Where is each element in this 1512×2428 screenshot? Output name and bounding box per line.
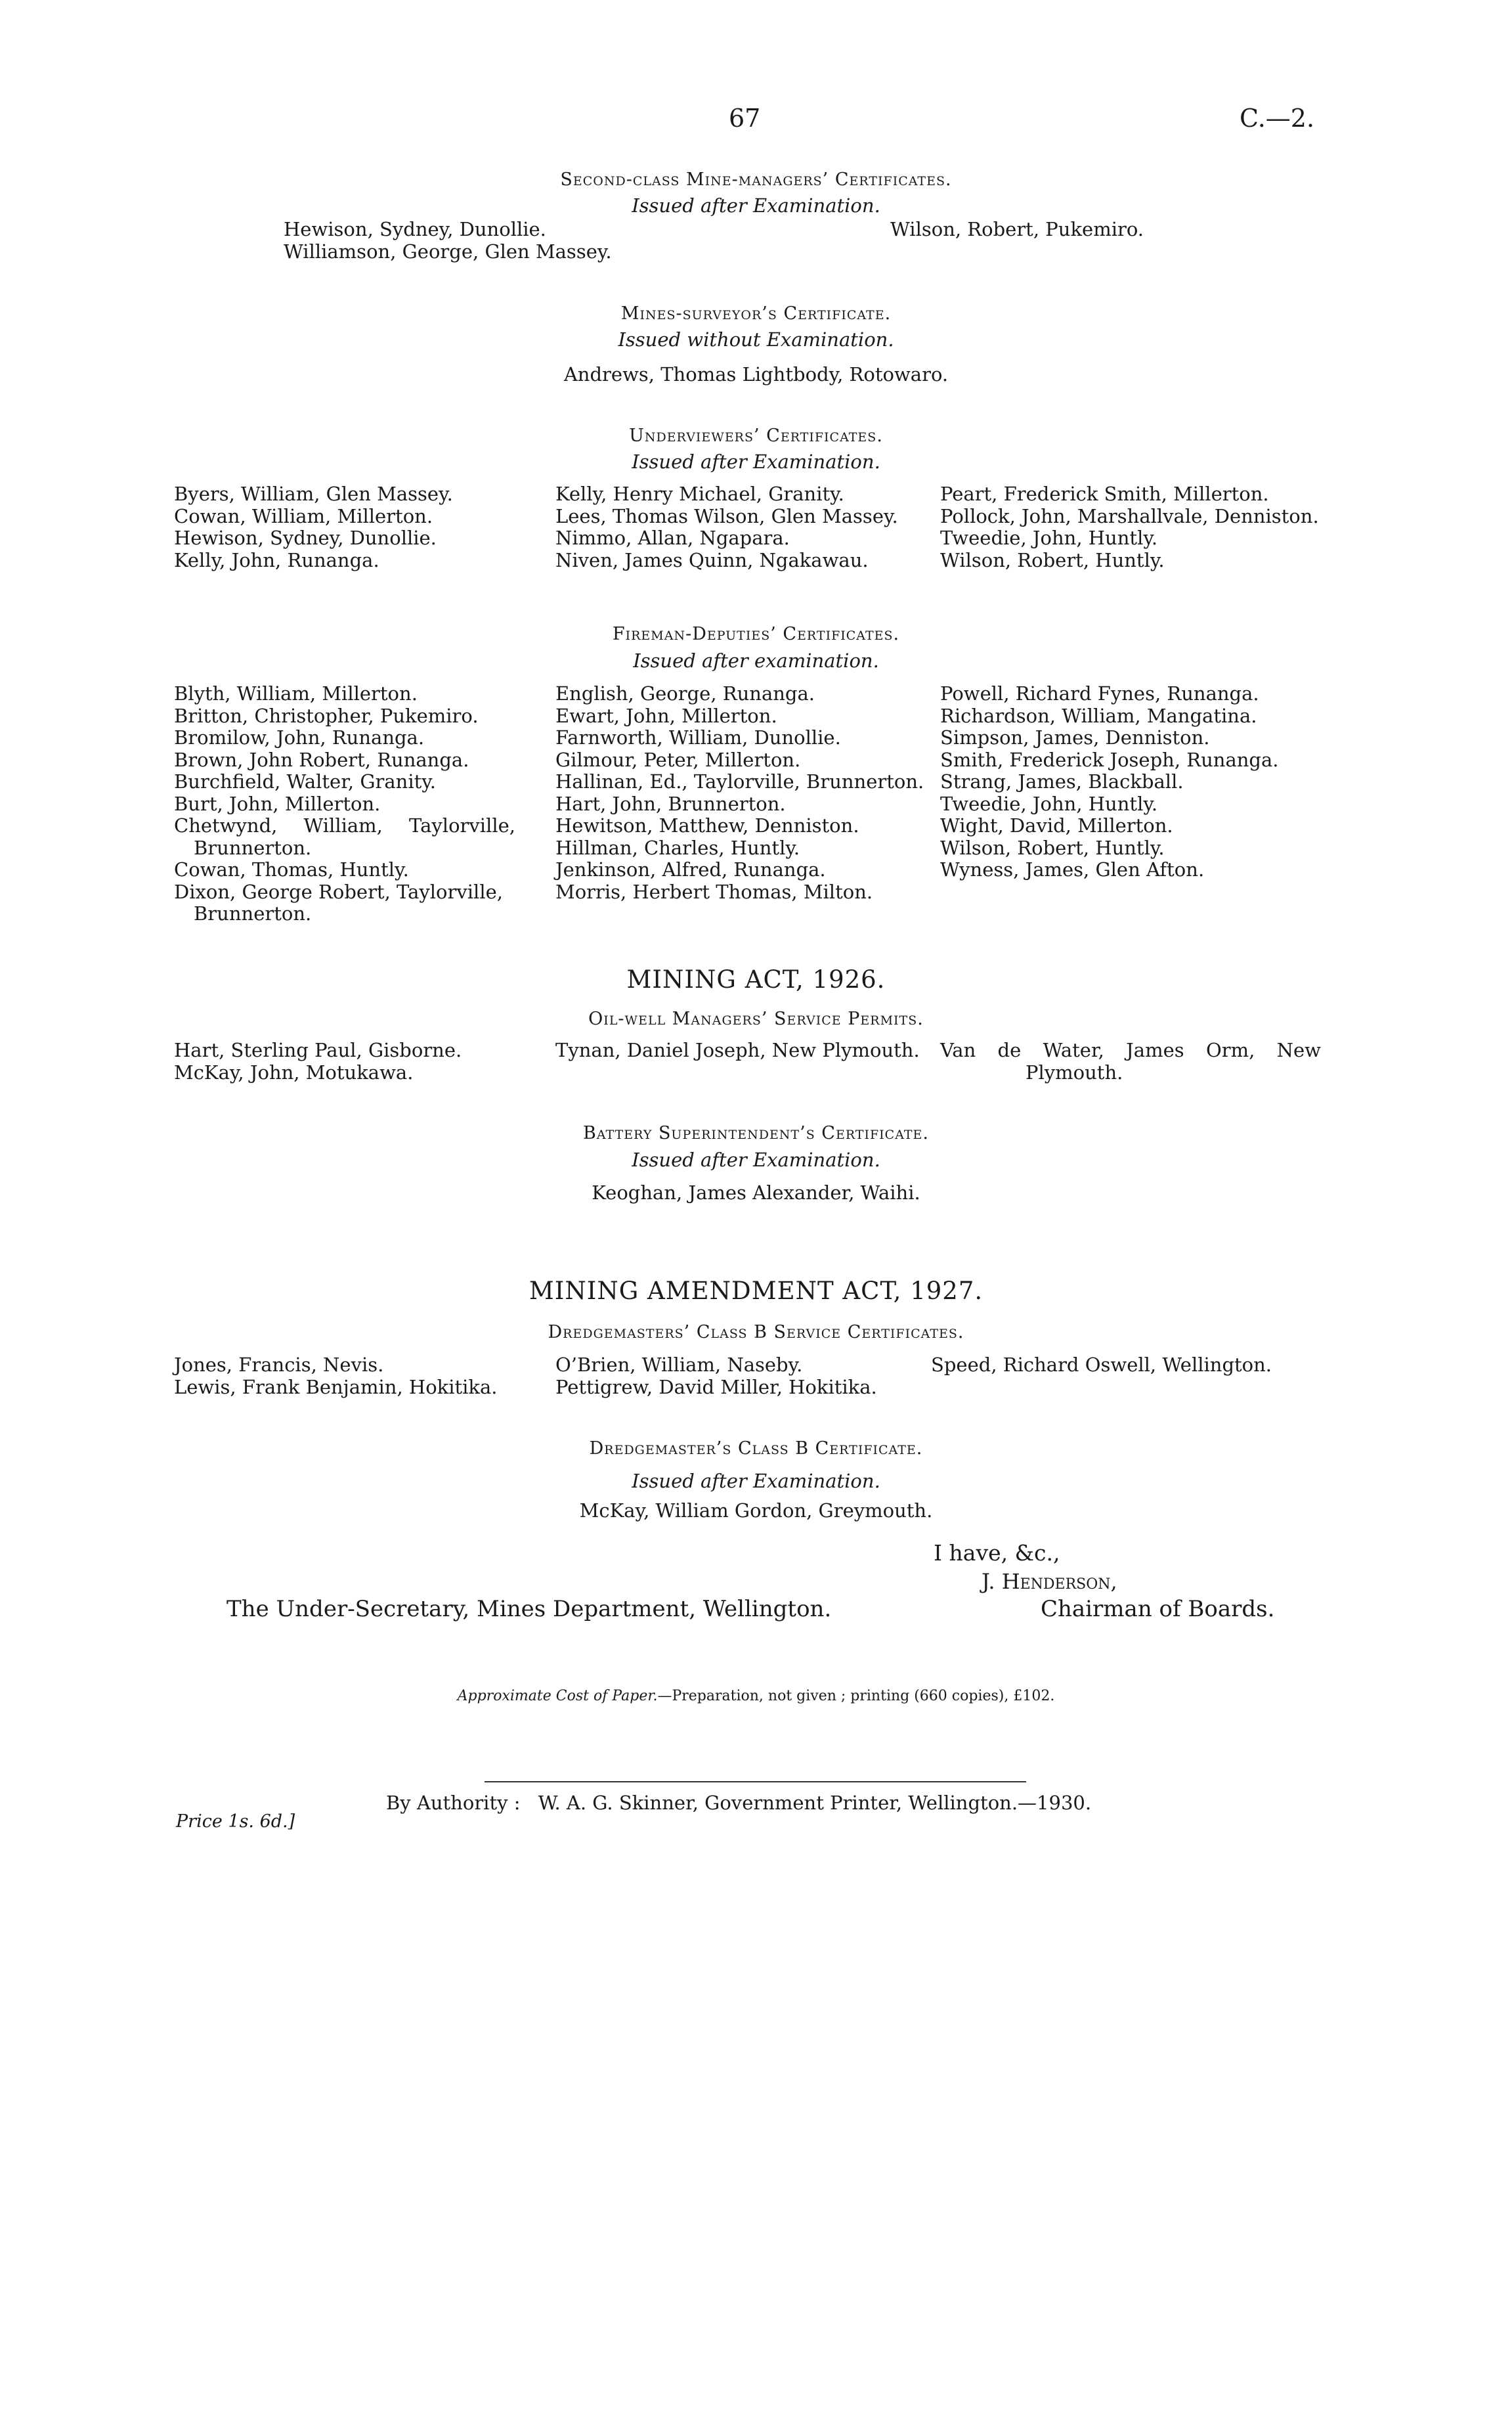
fireman-column-3 xyxy=(940,683,1279,881)
list-item: Pettigrew, David Miller, Hokitika. xyxy=(555,1375,877,1398)
second-class-heading: Second-class Mine-managers’ Certificates. xyxy=(560,169,952,190)
list-item: Chetwynd, William, Taylorville, xyxy=(174,814,515,837)
dredgemasters-heading: Dredgemasters’ Class B Service Certificates. xyxy=(548,1322,964,1342)
dredgemasters-column-3 xyxy=(931,1354,1272,1377)
list-item: Cowan, William, Millerton. xyxy=(174,504,433,527)
list-item: Hallinan, Ed., Taylorville, Brunnerton. xyxy=(555,770,924,793)
mines-surveyor-entry: Andrews, Thomas Lightbody, Rotowaro. xyxy=(563,363,949,386)
list-item: Lewis, Frank Benjamin, Hokitika. xyxy=(174,1375,498,1398)
list-item: Nimmo, Allan, Ngapara. xyxy=(555,527,790,549)
list-item: Bromilow, John, Runanga. xyxy=(174,726,425,749)
list-item: Burt, John, Millerton. xyxy=(174,792,381,815)
footer-rule xyxy=(485,1781,1026,1782)
dredgemaster-heading: Dredgemaster’s Class B Certificate. xyxy=(589,1438,923,1459)
underviewers-heading: Underviewers’ Certificates. xyxy=(629,426,883,446)
oil-well-column-1 xyxy=(174,1040,462,1084)
list-item: Gilmour, Peter, Millerton. xyxy=(555,748,801,771)
battery-entry: Keoghan, James Alexander, Waihi. xyxy=(592,1181,920,1204)
list-item: O’Brien, William, Naseby. xyxy=(555,1354,803,1376)
list-item: Tweedie, John, Huntly. xyxy=(940,792,1158,815)
list-item: Britton, Christopher, Pukemiro. xyxy=(174,704,479,727)
list-item: McKay, John, Motukawa. xyxy=(174,1061,414,1084)
list-item: Kelly, Henry Michael, Granity. xyxy=(555,483,844,505)
list-item: Wyness, James, Glen Afton. xyxy=(940,858,1205,881)
list-item: Wilson, Robert, Pukemiro. xyxy=(890,218,1144,240)
fireman-heading: Fireman-Deputies’ Certificates. xyxy=(612,624,900,644)
mining-act-title: MINING ACT, 1926. xyxy=(626,965,886,994)
list-item: Wilson, Robert, Huntly. xyxy=(940,548,1165,571)
list-item: Pollock, John, Marshallvale, Denniston. xyxy=(940,504,1319,527)
list-item: Byers, William, Glen Massey. xyxy=(174,483,453,505)
authority-text: W. A. G. Skinner, Government Printer, Wellington.—1930. xyxy=(538,1792,1092,1814)
page-number: 67 xyxy=(729,104,761,133)
signoff-position: Chairman of Boards. xyxy=(1041,1596,1275,1622)
list-item: Morris, Herbert Thomas, Milton. xyxy=(555,880,873,903)
addressee: The Under-Secretary, Mines Department, Wellington. xyxy=(227,1596,832,1622)
document-reference: C.—2. xyxy=(1240,104,1315,133)
list-item-continuation: Plymouth. xyxy=(1026,1061,1123,1084)
list-item: Wight, David, Millerton. xyxy=(940,814,1173,837)
list-item: Tynan, Daniel Joseph, New Plymouth. xyxy=(555,1039,920,1061)
list-item-continuation: Brunnerton. xyxy=(194,836,312,859)
list-item: Brown, John Robert, Runanga. xyxy=(174,748,469,771)
underviewers-column-2 xyxy=(555,483,898,571)
signoff-name: J. Henderson, xyxy=(982,1569,1117,1594)
oil-well-column-2 xyxy=(555,1040,920,1062)
list-item: Richardson, William, Mangatina. xyxy=(940,704,1257,727)
list-item: Speed, Richard Oswell, Wellington. xyxy=(931,1354,1272,1376)
cost-text: —Preparation, not given ; printing (660 copies), £102. xyxy=(657,1688,1055,1704)
list-item: Kelly, John, Runanga. xyxy=(174,548,379,571)
list-item: Powell, Richard Fynes, Runanga. xyxy=(940,682,1259,705)
second-class-subheading: Issued after Examination. xyxy=(632,194,880,217)
list-item: Williamson, George, Glen Massey. xyxy=(284,240,612,263)
second-class-right-list xyxy=(890,219,1144,241)
list-item: Simpson, James, Denniston. xyxy=(940,726,1210,749)
fireman-subheading: Issued after examination. xyxy=(633,650,879,672)
list-item: Lees, Thomas Wilson, Glen Massey. xyxy=(555,504,898,527)
list-item: Hewison, Sydney, Dunollie. xyxy=(284,218,546,240)
list-item: Dixon, George Robert, Taylorville, xyxy=(174,880,503,903)
fireman-column-1 xyxy=(174,683,515,925)
list-item: Hart, Sterling Paul, Gisborne. xyxy=(174,1039,462,1061)
battery-subheading: Issued after Examination. xyxy=(632,1149,880,1171)
fireman-column-2 xyxy=(555,683,924,903)
list-item: English, George, Runanga. xyxy=(555,682,815,705)
list-item: Strang, James, Blackball. xyxy=(940,770,1184,793)
price: Price 1s. 6d.] xyxy=(176,1811,295,1832)
underviewers-column-1 xyxy=(174,483,453,571)
list-item: Farnworth, William, Dunollie. xyxy=(555,726,841,749)
list-item: Tweedie, John, Huntly. xyxy=(940,527,1158,549)
dredgemaster-subheading: Issued after Examination. xyxy=(632,1470,880,1492)
dredgemasters-column-1 xyxy=(174,1354,498,1398)
list-item: Blyth, William, Millerton. xyxy=(174,682,418,705)
mines-surveyor-heading: Mines-surveyor’s Certificate. xyxy=(620,303,892,324)
list-item: Cowan, Thomas, Huntly. xyxy=(174,858,409,881)
list-item: Peart, Frederick Smith, Millerton. xyxy=(940,483,1269,505)
list-item-continuation: Brunnerton. xyxy=(194,902,312,925)
second-class-left-list xyxy=(284,219,612,263)
list-item: Niven, James Quinn, Ngakawau. xyxy=(555,548,869,571)
oil-well-column-3 xyxy=(940,1040,1321,1084)
signoff-greeting: I have, &c., xyxy=(934,1540,1060,1566)
list-item: Jenkinson, Alfred, Runanga. xyxy=(555,858,826,881)
underviewers-column-3 xyxy=(940,483,1319,571)
list-item: Jones, Francis, Nevis. xyxy=(174,1354,384,1376)
battery-heading: Battery Superintendent’s Certificate. xyxy=(583,1123,929,1143)
dredgemaster-entry: McKay, William Gordon, Greymouth. xyxy=(579,1499,933,1522)
cost-label: Approximate Cost of Paper. xyxy=(457,1688,658,1704)
list-item: Hart, John, Brunnerton. xyxy=(555,792,786,815)
list-item: Smith, Frederick Joseph, Runanga. xyxy=(940,748,1279,771)
amendment-act-title: MINING AMENDMENT ACT, 1927. xyxy=(529,1277,983,1305)
list-item: Hewison, Sydney, Dunollie. xyxy=(174,527,437,549)
list-item: Burchfield, Walter, Granity. xyxy=(174,770,437,793)
mines-surveyor-subheading: Issued without Examination. xyxy=(618,328,894,351)
list-item: Wilson, Robert, Huntly. xyxy=(940,836,1165,859)
list-item: Ewart, John, Millerton. xyxy=(555,704,777,727)
list-item: Van de Water, James Orm, New xyxy=(940,1039,1321,1061)
dredgemasters-column-2 xyxy=(555,1354,877,1398)
list-item: Hewitson, Matthew, Denniston. xyxy=(555,814,859,837)
underviewers-subheading: Issued after Examination. xyxy=(632,451,880,473)
authority-label: By Authority : xyxy=(386,1792,521,1814)
authority-line xyxy=(386,1792,1091,1814)
oil-well-heading: Oil-well Managers’ Service Permits. xyxy=(588,1009,924,1029)
cost-of-paper xyxy=(0,1688,1512,1704)
list-item: Hillman, Charles, Huntly. xyxy=(555,836,800,859)
